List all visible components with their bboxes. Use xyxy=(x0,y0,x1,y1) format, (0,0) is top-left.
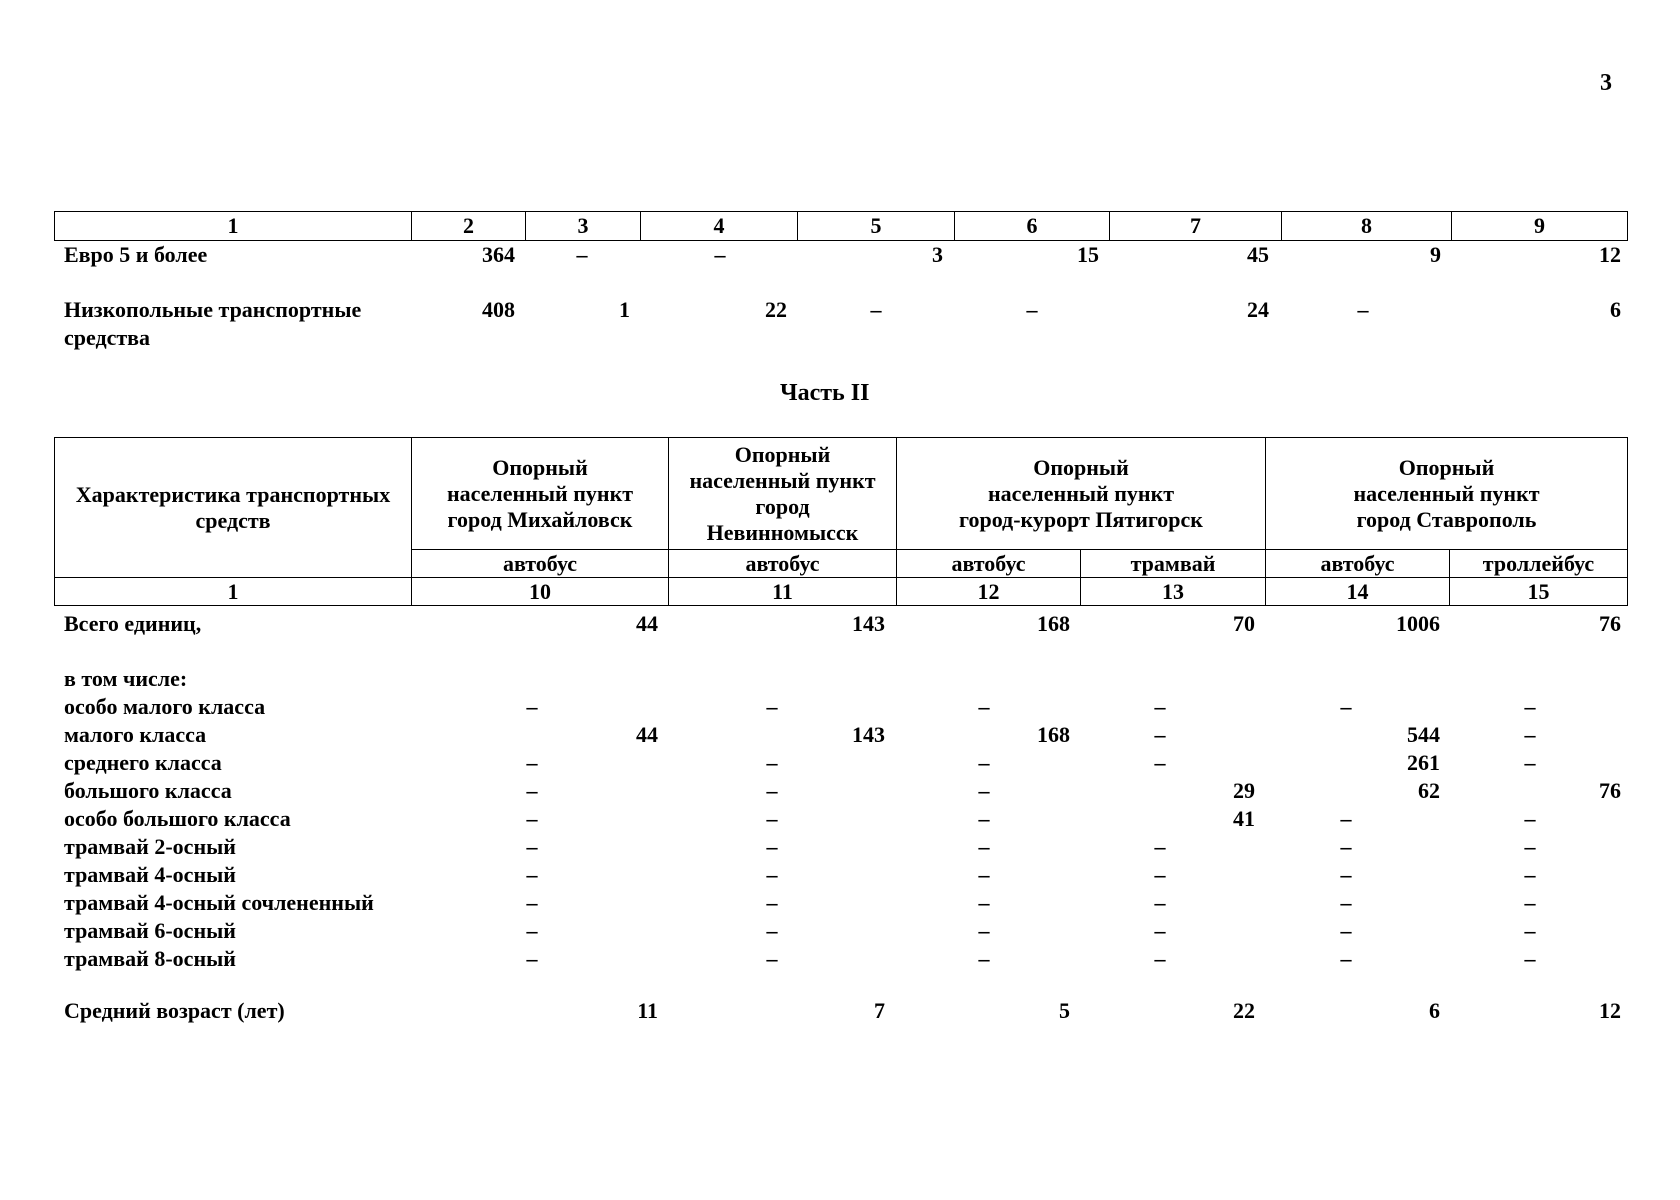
header-line: Невинномысск xyxy=(706,519,859,545)
characteristic-header: Характеристика транспортных средств xyxy=(55,438,412,578)
value-cell: 22 xyxy=(1233,998,1255,1023)
value-cell: 143 xyxy=(852,611,885,636)
value-cell: – xyxy=(1524,890,1536,915)
value-cell: – xyxy=(1524,834,1536,859)
value-cell: – xyxy=(978,806,990,831)
value-cell: 76 xyxy=(1599,778,1621,803)
value-cell: 6 xyxy=(1610,297,1621,322)
part-two-header-table xyxy=(54,437,1628,606)
mode-cell: трамвай xyxy=(1081,550,1266,578)
value-cell: – xyxy=(526,834,538,859)
including-row xyxy=(0,666,1680,694)
class-row xyxy=(0,918,1680,946)
mikhaylovsk-header xyxy=(412,438,669,550)
value-cell: – xyxy=(526,750,538,775)
value-cell: 6 xyxy=(1429,998,1440,1023)
value-cell: – xyxy=(1340,946,1352,971)
value-cell: 408 xyxy=(482,297,515,322)
mode-cell: троллейбус xyxy=(1450,550,1628,578)
value-cell: – xyxy=(978,834,990,859)
column-number: 9 xyxy=(1452,212,1628,241)
value-cell: 24 xyxy=(1247,297,1269,322)
value-cell: 5 xyxy=(1059,998,1070,1023)
value-cell: – xyxy=(1154,918,1166,943)
value-cell: – xyxy=(1524,946,1536,971)
value-cell: – xyxy=(978,694,990,719)
column-number: 10 xyxy=(412,578,669,606)
header-line: Опорный xyxy=(1033,454,1129,480)
value-cell: 261 xyxy=(1407,750,1440,775)
value-cell: – xyxy=(1524,806,1536,831)
value-cell: – xyxy=(1340,694,1352,719)
value-cell: 9 xyxy=(1430,242,1441,267)
column-number: 13 xyxy=(1081,578,1266,606)
value-cell: – xyxy=(870,297,882,322)
value-cell: – xyxy=(526,862,538,887)
row-label: большого класса xyxy=(64,778,232,803)
value-cell: 70 xyxy=(1233,611,1255,636)
value-cell: – xyxy=(766,946,778,971)
row-label: трамвай 4-осный xyxy=(64,862,236,887)
value-cell: 29 xyxy=(1233,778,1255,803)
part-one-column-numbers xyxy=(55,212,1628,241)
class-row xyxy=(0,890,1680,918)
value-cell: – xyxy=(978,778,990,803)
value-cell: 168 xyxy=(1037,611,1070,636)
value-cell: – xyxy=(1524,750,1536,775)
header-line: Опорный xyxy=(1398,454,1495,480)
column-number: 12 xyxy=(897,578,1081,606)
value-cell: 44 xyxy=(636,722,658,747)
class-row xyxy=(0,862,1680,890)
section-title: Часть II xyxy=(780,380,870,406)
nevinnomyssk-header xyxy=(669,438,897,550)
class-row xyxy=(0,946,1680,974)
value-cell: – xyxy=(766,750,778,775)
column-number: 6 xyxy=(955,212,1110,241)
value-cell: – xyxy=(1524,722,1536,747)
value-cell: – xyxy=(978,890,990,915)
value-cell: – xyxy=(978,750,990,775)
part-two-column-numbers xyxy=(55,578,1628,606)
value-cell: – xyxy=(1340,806,1352,831)
value-cell: 12 xyxy=(1599,242,1621,267)
header-line: Опорный xyxy=(492,454,588,480)
value-cell: 11 xyxy=(637,998,658,1023)
column-number: 8 xyxy=(1282,212,1452,241)
value-cell: 1 xyxy=(619,297,630,322)
column-number: 14 xyxy=(1266,578,1450,606)
value-cell: 22 xyxy=(765,297,787,322)
euro5-row xyxy=(0,242,1680,270)
value-cell: – xyxy=(1524,918,1536,943)
value-cell: – xyxy=(526,778,538,803)
value-cell: – xyxy=(978,946,990,971)
value-cell: 44 xyxy=(636,611,658,636)
pyatigorsk-header xyxy=(897,438,1266,550)
value-cell: 76 xyxy=(1599,611,1621,636)
value-cell: – xyxy=(766,862,778,887)
mode-cell: автобус xyxy=(897,550,1081,578)
total-row xyxy=(0,611,1680,639)
value-cell: 62 xyxy=(1418,778,1440,803)
value-cell: – xyxy=(1524,862,1536,887)
stavropol-header xyxy=(1266,438,1628,550)
row-label: трамвай 6-осный xyxy=(64,918,236,943)
header-line: город Ставрополь xyxy=(1356,506,1537,532)
value-cell: – xyxy=(766,890,778,915)
header-line: населенный пункт xyxy=(1353,480,1540,506)
value-cell: – xyxy=(1154,890,1166,915)
value-cell: – xyxy=(1154,834,1166,859)
value-cell: 544 xyxy=(1407,722,1440,747)
value-cell: 3 xyxy=(932,242,943,267)
value-cell: 364 xyxy=(482,242,515,267)
value-cell: 41 xyxy=(1233,806,1255,831)
value-cell: 1006 xyxy=(1396,611,1440,636)
value-cell: – xyxy=(978,862,990,887)
value-cell: – xyxy=(1357,297,1369,322)
row-label: особо большого класса xyxy=(64,806,291,831)
header-line: населенный пункт xyxy=(689,467,876,493)
value-cell: – xyxy=(1524,694,1536,719)
value-cell: 15 xyxy=(1077,242,1099,267)
value-cell: – xyxy=(766,778,778,803)
value-cell: – xyxy=(1340,834,1352,859)
row-label: трамвай 2-осный xyxy=(64,834,236,859)
value-cell: 168 xyxy=(1037,722,1070,747)
header-line: город-курорт Пятигорск xyxy=(959,506,1203,532)
mode-cell: автобус xyxy=(669,550,897,578)
column-number: 1 xyxy=(55,212,412,241)
class-row xyxy=(0,694,1680,722)
value-cell: – xyxy=(1340,890,1352,915)
column-number: 2 xyxy=(412,212,526,241)
row-label: малого класса xyxy=(64,722,207,747)
value-cell: – xyxy=(1154,946,1166,971)
row-label: Евро 5 и более xyxy=(64,242,208,267)
value-cell: – xyxy=(1340,862,1352,887)
value-cell: – xyxy=(1154,862,1166,887)
page-number: 3 xyxy=(1600,70,1612,96)
row-label: Средний возраст (лет) xyxy=(64,998,285,1023)
row-label: среднего класса xyxy=(64,750,222,775)
column-number: 7 xyxy=(1110,212,1282,241)
class-row xyxy=(0,722,1680,750)
column-number: 3 xyxy=(526,212,641,241)
class-row xyxy=(0,834,1680,862)
value-cell: – xyxy=(576,242,588,267)
column-number: 4 xyxy=(641,212,798,241)
value-cell: 45 xyxy=(1247,242,1269,267)
column-number: 11 xyxy=(669,578,897,606)
mode-cell: автобус xyxy=(1266,550,1450,578)
class-row xyxy=(0,778,1680,806)
value-cell: – xyxy=(526,918,538,943)
value-cell: – xyxy=(526,890,538,915)
header-line: Опорный xyxy=(734,441,831,467)
value-cell: – xyxy=(978,918,990,943)
value-cell: – xyxy=(766,918,778,943)
value-cell: 7 xyxy=(874,998,885,1023)
row-label-line2: средства xyxy=(64,325,151,350)
value-cell: – xyxy=(714,242,726,267)
value-cell: – xyxy=(766,694,778,719)
header-line: город xyxy=(755,493,810,519)
row-label-line1: Низкопольные транспортные xyxy=(64,297,362,322)
average-age-row xyxy=(0,998,1680,1026)
row-label: особо малого класса xyxy=(64,694,266,719)
value-cell: – xyxy=(526,806,538,831)
class-row xyxy=(0,750,1680,778)
value-cell: – xyxy=(1154,722,1166,747)
value-cell: – xyxy=(766,834,778,859)
value-cell: – xyxy=(1340,918,1352,943)
value-cell: – xyxy=(766,806,778,831)
row-label: Всего единиц, xyxy=(64,611,202,636)
mode-cell: автобус xyxy=(412,550,669,578)
value-cell: – xyxy=(526,946,538,971)
value-cell: 143 xyxy=(852,722,885,747)
header-line: населенный пункт xyxy=(446,480,634,506)
row-label: трамвай 4-осный сочлененный xyxy=(64,890,374,915)
value-cell: – xyxy=(1154,694,1166,719)
low-floor-row xyxy=(0,297,1680,353)
part-one-header-table xyxy=(54,211,1628,241)
column-number: 1 xyxy=(55,578,412,606)
row-label: в том числе: xyxy=(64,666,188,691)
value-cell: – xyxy=(1154,750,1166,775)
column-number: 15 xyxy=(1450,578,1628,606)
value-cell: 12 xyxy=(1599,998,1621,1023)
value-cell: – xyxy=(526,694,538,719)
column-number: 5 xyxy=(798,212,955,241)
header-line: город Михайловск xyxy=(447,506,633,532)
row-label: трамвай 8-осный xyxy=(64,946,236,971)
header-line: населенный пункт xyxy=(987,480,1175,506)
class-row xyxy=(0,806,1680,834)
value-cell: – xyxy=(1026,297,1038,322)
